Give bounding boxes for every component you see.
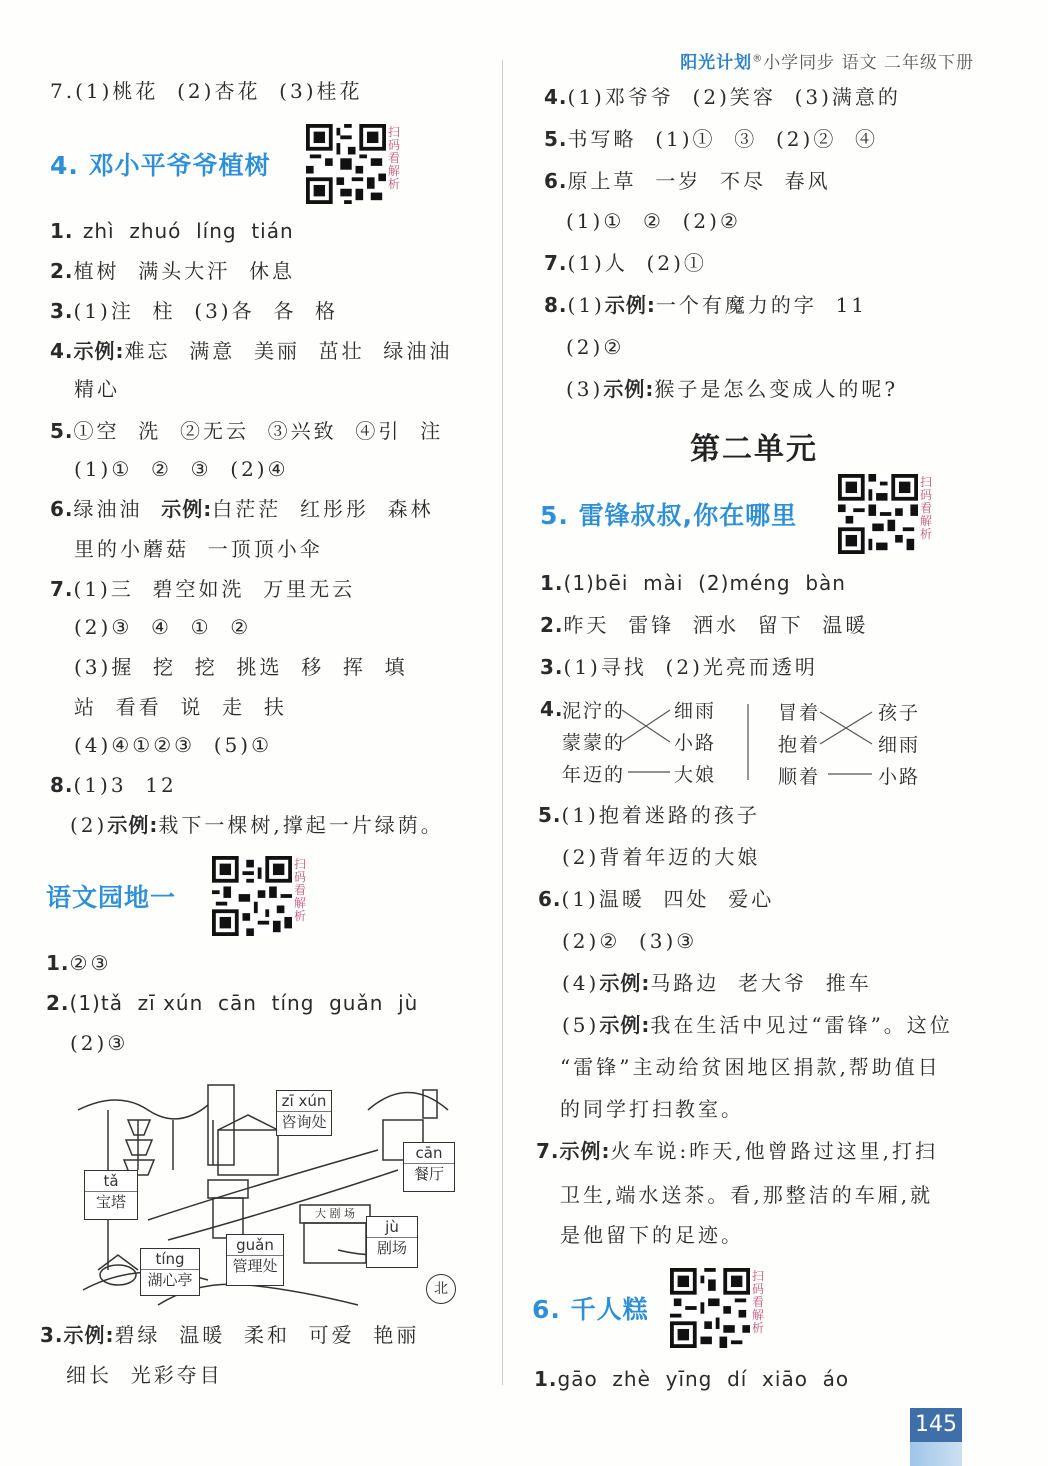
sec4-answer-8 <box>50 772 177 798</box>
answer-text: 栽下一棵树,撑起一片绿荫。 <box>158 813 444 837</box>
answer-text: (1)三 碧空如洗 万里无云 <box>73 577 356 601</box>
brand-name: 阳光计划 <box>680 53 753 73</box>
bold-label: 7. <box>536 1139 560 1163</box>
sec4-answer-7 <box>50 576 355 602</box>
answer-text: (3) <box>566 377 604 401</box>
r-answer-8b: (2)② <box>566 335 625 359</box>
bold-label: 7. <box>50 577 74 601</box>
match-left-b-1: 小路 <box>674 732 717 754</box>
answer-text: (4) <box>562 971 600 995</box>
r-answer-5 <box>544 126 878 152</box>
column-divider <box>502 60 503 1385</box>
north-compass-icon <box>426 1274 456 1304</box>
bold-label: 示例: <box>559 1139 611 1163</box>
sec4-answer-8b <box>70 812 444 838</box>
r-answer-7 <box>544 250 707 276</box>
map-tag-management-office: guǎn 管理处 <box>226 1234 284 1286</box>
answer-text: (5) <box>562 1013 600 1037</box>
answer-text: (1)3 12 <box>73 773 177 797</box>
sec4-answer-3 <box>50 298 338 324</box>
answer-text: (1)注 柱 (3)各 各 格 <box>73 299 339 323</box>
answer-text: 绿油油 <box>73 497 162 521</box>
park-map-illustration <box>78 1080 460 1312</box>
scan-label: 扫码看解析 <box>294 857 307 923</box>
bold-label: 4. <box>50 339 74 363</box>
answer-text: (1)抱着迷路的孩子 <box>561 803 760 827</box>
sec5-answer-6d <box>562 1012 953 1038</box>
header-subtitle: 小学同步 语文 二年级下册 <box>763 53 974 73</box>
scan-label: 扫码看解析 <box>388 125 401 191</box>
answer-text: (1)温暖 四处 爱心 <box>561 887 775 911</box>
bold-label: 2. <box>50 259 74 283</box>
answer-text: 原上草 一岁 不尽 春风 <box>567 169 831 193</box>
map-tag-lake-pavilion: tíng 湖心亭 <box>140 1248 200 1296</box>
answer-7-previous: 7.(1)桃花 (2)杏花 (3)桂花 <box>50 79 363 103</box>
section-5-title: 5. 雷锋叔叔,你在哪里 <box>540 501 798 530</box>
sec5-answer-3 <box>540 654 818 680</box>
answer-text: ②③ <box>69 951 112 975</box>
bold-label: 示例: <box>161 497 213 521</box>
sec5-answer-7 <box>536 1138 938 1164</box>
sec5-answer-6e: “雷锋”主动给贫困地区捐款,帮助值日 <box>560 1055 941 1079</box>
match-right-b-1: 细雨 <box>878 734 921 756</box>
sec4-answer-7b: (2)③ ④ ① ② <box>74 615 252 639</box>
r-answer-6b: (1)① ② (2)② <box>566 209 741 233</box>
sec5-answer-7c: 是他留下的足迹。 <box>560 1223 744 1247</box>
yw-answer-1 <box>46 950 111 976</box>
bold-label: 示例: <box>73 339 125 363</box>
match-left-b-2: 大娘 <box>674 764 717 786</box>
section-4-title: 4. 邓小平爷爷植树 <box>50 151 271 180</box>
bold-label: 5. <box>544 127 568 151</box>
north-label: 北 <box>434 1281 448 1297</box>
answer-text: 白茫茫 红彤彤 森林 <box>212 497 434 521</box>
match-right-a-0: 冒着 <box>778 702 821 724</box>
r-answer-6 <box>544 168 831 194</box>
bold-label: 4. <box>540 697 564 721</box>
yw-answer-3 <box>40 1322 419 1348</box>
bold-label: 示例: <box>599 1013 651 1037</box>
bold-label: 1. <box>50 219 74 243</box>
bold-label: 1. <box>534 1367 558 1391</box>
registered-mark: ® <box>752 53 764 65</box>
yuwen-yuandi-title: 语文园地一 <box>46 883 177 912</box>
sec5-answer-5b: (2)背着年迈的大娘 <box>562 845 761 869</box>
answer-text: 植树 满头大汗 休息 <box>73 259 295 283</box>
qr-code-icon[interactable] <box>306 124 386 204</box>
page-header <box>680 48 974 73</box>
qr-code-icon[interactable] <box>670 1268 750 1348</box>
bold-label: 5. <box>50 419 74 443</box>
answer-text: 我在生活中见过“雷锋”。这位 <box>650 1013 953 1037</box>
answer-text: (1)邓爷爷 (2)笑容 (3)满意的 <box>567 85 901 109</box>
map-tag-info-desk: zī xún 咨询处 <box>276 1090 332 1136</box>
sec5-answer-6f: 的同学打扫教室。 <box>560 1097 744 1121</box>
yw-answer-2 <box>46 990 418 1016</box>
answer-text: gāo zhè yīng dí xiāo áo <box>557 1367 850 1391</box>
sec6-answer-1 <box>534 1366 849 1392</box>
section-6-title: 6. 千人糕 <box>532 1295 649 1324</box>
match-lines <box>620 700 940 780</box>
match-right-a-2: 顺着 <box>778 766 821 788</box>
answer-text: (1)tǎ zī xún cān tíng guǎn jù <box>69 991 419 1015</box>
bold-label: 3. <box>40 1323 64 1347</box>
answer-text: 一个有魔力的字 11 <box>655 293 868 317</box>
sec4-answer-7e: (4)④①②③ (5)① <box>74 733 273 757</box>
sec5-answer-6b: (2)② (3)③ <box>562 929 698 953</box>
bold-label: 1. <box>46 951 70 975</box>
bold-label: 5. <box>538 803 562 827</box>
match-right-b-0: 孩子 <box>878 702 921 724</box>
match-left-a-1: 蒙蒙的 <box>562 732 626 754</box>
bold-label: 1. <box>540 571 564 595</box>
bold-label: 8. <box>50 773 74 797</box>
answer-text: (2) <box>70 813 108 837</box>
page-number-bar <box>910 1442 962 1466</box>
r-answer-8c <box>566 376 898 402</box>
match-left-a-2: 年迈的 <box>562 764 626 786</box>
map-tag-theater: jù 剧场 <box>366 1216 418 1268</box>
sec5-answer-6c <box>562 970 872 996</box>
bold-label: 4. <box>544 85 568 109</box>
yw-answer-2b: (2)③ <box>70 1031 129 1055</box>
sec5-answer-1 <box>540 570 846 596</box>
sec4-answer-2 <box>50 258 295 284</box>
match-left-a-0: 泥泞的 <box>562 700 626 722</box>
match-left-b-0: 细雨 <box>674 700 717 722</box>
sec5-answer-7b: 卫生,端水送茶。看,那整洁的车厢,就 <box>560 1183 934 1207</box>
answer-text: 马路边 老大爷 推车 <box>650 971 872 995</box>
sec5-answer-6 <box>538 886 774 912</box>
sec4-answer-6-cont: 里的小蘑菇 一顶顶小伞 <box>74 537 323 561</box>
sec5-answer-5 <box>538 802 760 828</box>
sec4-answer-7c: (3)握 挖 挖 挑选 移 挥 填 <box>74 655 408 679</box>
sec5-answer-4-num <box>540 696 564 722</box>
bold-label: 示例: <box>604 293 656 317</box>
theater-sign: 大 剧 场 <box>315 1207 355 1220</box>
yw-answer-3b: 细长 光彩夺目 <box>66 1363 223 1387</box>
answer-text: (1)寻找 (2)光亮而透明 <box>563 655 818 679</box>
bold-label: 2. <box>540 613 564 637</box>
r-answer-4 <box>544 84 901 110</box>
bold-label: 示例: <box>603 377 655 401</box>
sec4-answer-7d: 站 看看 说 走 扶 <box>74 695 287 719</box>
bold-label: 6. <box>538 887 562 911</box>
unit-2-title: 第二单元 <box>690 432 818 467</box>
bold-label: 2. <box>46 991 70 1015</box>
answer-text: 书写略 (1)① ③ (2)② ④ <box>567 127 879 151</box>
scan-label: 扫码看解析 <box>920 475 933 541</box>
sec4-answer-1 <box>50 218 294 244</box>
map-tag-restaurant: cān 餐厅 <box>403 1142 455 1192</box>
answer-text: ①空 洗 ②无云 ③兴致 ④引 注 <box>73 419 444 443</box>
sec4-answer-4 <box>50 338 452 364</box>
bold-label: 示例: <box>63 1323 115 1347</box>
map-tag-pagoda: tǎ 宝塔 <box>84 1170 138 1220</box>
bold-label: 8. <box>544 293 568 317</box>
answer-text: (1) <box>567 293 605 317</box>
sec5-answer-2 <box>540 612 868 638</box>
answer-text: 碧绿 温暖 柔和 可爱 艳丽 <box>114 1323 420 1347</box>
bold-label: 3. <box>50 299 74 323</box>
page-number: 145 <box>910 1408 962 1442</box>
answer-text: (1)bēi mài (2)méng bàn <box>563 571 846 595</box>
answer-text: zhì zhuó líng tián <box>82 219 294 243</box>
qr-code-icon[interactable] <box>212 856 292 936</box>
match-right-b-2: 小路 <box>878 766 921 788</box>
bold-label: 7. <box>544 251 568 275</box>
answer-text: 昨天 雷锋 洒水 留下 温暖 <box>563 613 869 637</box>
scan-label: 扫码看解析 <box>752 1269 765 1335</box>
bold-label: 示例: <box>107 813 159 837</box>
sec4-answer-4-cont: 精心 <box>74 377 120 401</box>
sec4-answer-5 <box>50 418 443 444</box>
answer-text: 难忘 满意 美丽 茁壮 绿油油 <box>124 339 453 363</box>
r-answer-8 <box>544 292 867 318</box>
answer-text: (1)人 (2)① <box>567 251 707 275</box>
bold-label: 3. <box>540 655 564 679</box>
sec4-answer-6 <box>50 496 434 522</box>
bold-label: 6. <box>50 497 74 521</box>
bold-label: 示例: <box>599 971 651 995</box>
bold-label: 6. <box>544 169 568 193</box>
sec4-answer-5-cont: (1)① ② ③ (2)④ <box>74 457 289 481</box>
match-right-a-1: 抱着 <box>778 734 821 756</box>
answer-text: 火车说:昨天,他曾路过这里,打扫 <box>610 1139 938 1163</box>
answer-text: 猴子是怎么变成人的呢? <box>654 377 899 401</box>
qr-code-icon[interactable] <box>838 474 918 554</box>
